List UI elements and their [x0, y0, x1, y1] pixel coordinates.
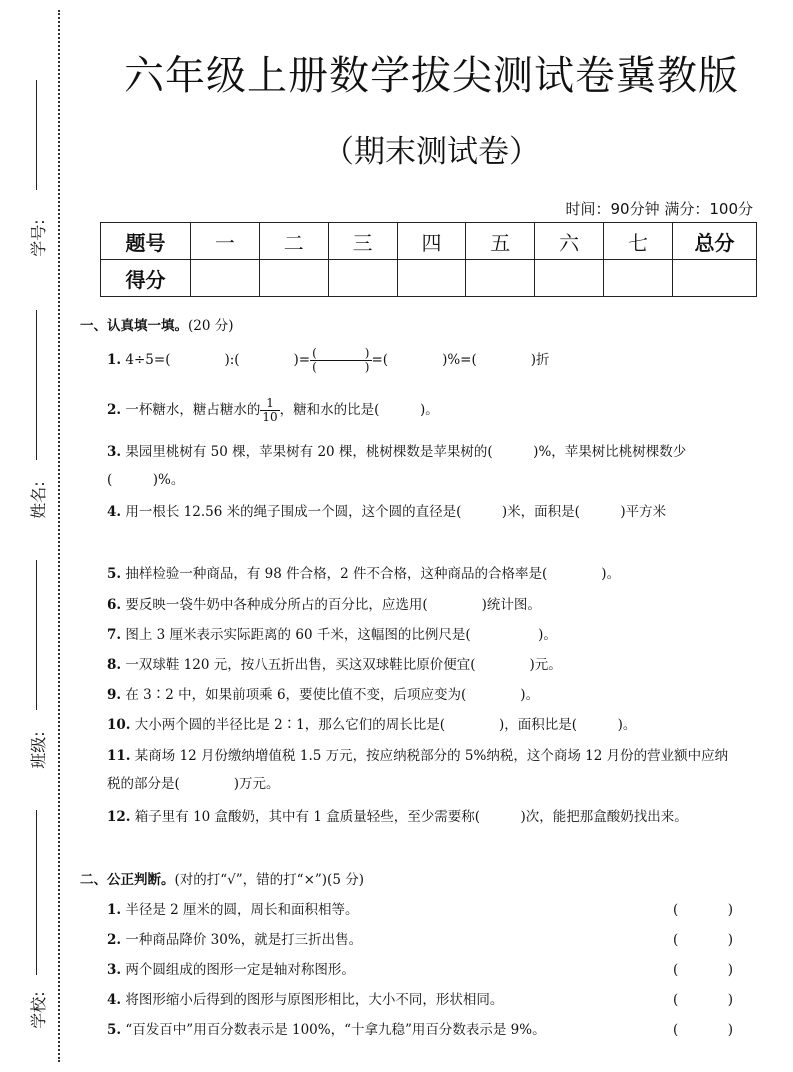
school-label: 学校: [28, 991, 48, 1029]
score-cell-6[interactable] [535, 260, 604, 297]
question-1 [107, 346, 732, 374]
item-text: 半径是 2 厘米的圆，周长和面积相等。 [125, 902, 359, 918]
bracket-open: ( [673, 1022, 679, 1038]
score-cell-2[interactable] [259, 260, 328, 297]
header-cell-4: 四 [397, 223, 466, 260]
name-label: 姓名: [28, 481, 48, 519]
judgment-item-2 [107, 926, 732, 954]
header-cell-6: 六 [535, 223, 604, 260]
item-number: 3. [107, 962, 122, 978]
section2-title: 二、公正判断。 [80, 872, 175, 888]
judgment-item-1 [107, 896, 732, 924]
score-table-score-row [101, 260, 757, 297]
bracket-close: ) [727, 962, 733, 978]
question-text: 在 3∶2 中，如果前项乘 6，要使比值不变，后项应变为( )。 [125, 687, 540, 703]
header-cell-question-no: 题号 [101, 223, 191, 260]
header-cell-7: 七 [604, 223, 673, 260]
question-text: 大小两个圆的半径比是 2∶1，那么它们的周长比是( )，面积比是( )。 [134, 717, 637, 733]
question-8 [107, 651, 732, 679]
question-number: 9. [107, 687, 122, 703]
question-text: 抽样检验一种商品，有 98 件合格，2 件不合格，这种商品的合格率是( )。 [125, 566, 621, 582]
school-rule [36, 810, 37, 975]
item-text: 将图形缩小后得到的图形与原图形相比，大小不同，形状相同。 [125, 992, 504, 1008]
binding-dotted-line [58, 10, 60, 1062]
fraction-blank [310, 347, 371, 374]
question-text-b: ，糖和水的比是( )。 [279, 402, 439, 418]
question-5 [107, 560, 732, 588]
question-text-b: =( )%=( )折 [371, 352, 550, 368]
question-10 [107, 711, 732, 739]
item-text: 两个圆组成的图形一定是轴对称图形。 [125, 962, 355, 978]
section2-points: (对的打“√”，错的打“×”)(5 分) [174, 872, 364, 888]
fraction-numerator: 1 [260, 397, 279, 411]
item-number: 1. [107, 902, 122, 918]
section1-heading [80, 314, 234, 334]
header-cell-total: 总分 [673, 223, 757, 260]
bracket-open: ( [673, 902, 679, 918]
question-text: 某商场 12 月份缴纳增值税 1.5 万元，按应纳税部分的 5%纳税，这个商场 12 月份的营业额中应纳税的部分是( )万元。 [107, 748, 729, 792]
question-number: 11. [107, 748, 131, 764]
question-number: 12. [107, 809, 131, 825]
fraction-one-tenth [260, 397, 279, 424]
score-cell-1[interactable] [191, 260, 260, 297]
bracket-open: ( [673, 932, 679, 948]
question-text: 要反映一袋牛奶中各种成分所占的百分比，应选用( )统计图。 [125, 597, 541, 613]
answer-bracket-1[interactable] [673, 896, 733, 924]
question-11 [107, 742, 732, 798]
class-field [20, 560, 54, 780]
header-cell-1: 一 [191, 223, 260, 260]
section1-points: (20 分) [188, 318, 234, 334]
question-4 [107, 498, 732, 526]
question-3 [107, 438, 732, 494]
question-9 [107, 681, 732, 709]
time-info: 时间：90分钟 满分：100分 [565, 200, 753, 218]
name-field [20, 310, 54, 530]
item-text: 一种商品降价 30%，就是打三折出售。 [125, 932, 363, 948]
judgment-item-5 [107, 1016, 732, 1044]
question-number: 2. [107, 402, 122, 418]
fraction-denominator: ( ) [312, 360, 370, 374]
answer-bracket-4[interactable] [673, 986, 733, 1014]
question-12 [107, 803, 732, 831]
question-number: 7. [107, 627, 122, 643]
question-text: 图上 3 厘米表示实际距离的 60 千米，这幅图的比例尺是( )。 [125, 627, 557, 643]
header-cell-2: 二 [259, 223, 328, 260]
bracket-open: ( [673, 992, 679, 1008]
answer-bracket-2[interactable] [673, 926, 733, 954]
bracket-open: ( [673, 962, 679, 978]
score-cell-4[interactable] [397, 260, 466, 297]
question-text: 用一根长 12.56 米的绳子围成一个圆，这个圆的直径是( )米，面积是( )平方米 [125, 504, 667, 520]
question-text: 箱子里有 10 盒酸奶，其中有 1 盒质量轻些，至少需要称( )次，能把那盒酸奶找出来。 [134, 809, 688, 825]
item-text: “百发百中”用百分数表示是 100%，“十拿九稳”用百分数表示是 9%。 [125, 1022, 546, 1038]
question-6 [107, 591, 732, 619]
student-id-label: 学号: [28, 219, 48, 257]
fraction-denominator: 10 [262, 410, 278, 424]
question-number: 1. [107, 352, 122, 368]
judgment-item-4 [107, 986, 732, 1014]
class-rule [36, 560, 37, 710]
question-text-a: 一杯糖水，糖占糖水的 [125, 402, 261, 418]
header-cell-5: 五 [466, 223, 535, 260]
score-row-label: 得分 [101, 260, 191, 297]
judgment-item-3 [107, 956, 732, 984]
bracket-close: ) [727, 902, 733, 918]
fraction-numerator: ( ) [312, 346, 370, 360]
page-title: 六年级上册数学拔尖测试卷冀教版 [124, 53, 739, 99]
section1-title: 一、认真填一填。 [80, 318, 188, 334]
question-7 [107, 621, 732, 649]
question-number: 5. [107, 566, 122, 582]
item-number: 4. [107, 992, 122, 1008]
question-text-a: 4÷5=( ):( )= [125, 352, 311, 368]
answer-bracket-3[interactable] [673, 956, 733, 984]
student-id-rule [36, 80, 37, 190]
bracket-close: ) [727, 932, 733, 948]
score-cell-7[interactable] [604, 260, 673, 297]
question-2 [107, 396, 732, 424]
score-cell-total[interactable] [673, 260, 757, 297]
school-field [20, 810, 54, 1040]
name-rule [36, 310, 37, 460]
item-number: 2. [107, 932, 122, 948]
header-cell-3: 三 [328, 223, 397, 260]
question-number: 4. [107, 504, 122, 520]
question-number: 8. [107, 657, 122, 673]
question-text: 果园里桃树有 50 棵，苹果树有 20 棵，桃树棵数是苹果树的( )%，苹果树比桃树棵数少( )%。 [107, 444, 687, 488]
score-cell-5[interactable] [466, 260, 535, 297]
bracket-close: ) [727, 992, 733, 1008]
question-number: 10. [107, 717, 131, 733]
item-number: 5. [107, 1022, 122, 1038]
answer-bracket-5[interactable] [673, 1016, 733, 1044]
score-table-header-row [101, 223, 757, 260]
score-table [100, 222, 757, 297]
score-cell-3[interactable] [328, 260, 397, 297]
student-id-field [20, 80, 54, 280]
question-text: 一双球鞋 120 元，按八五折出售，买这双球鞋比原价便宜( )元。 [125, 657, 562, 673]
page-subtitle: （期末测试卷） [323, 134, 540, 170]
class-label: 班级: [28, 731, 48, 769]
bracket-close: ) [727, 1022, 733, 1038]
question-number: 3. [107, 444, 122, 460]
question-number: 6. [107, 597, 122, 613]
section2-heading [80, 868, 364, 888]
